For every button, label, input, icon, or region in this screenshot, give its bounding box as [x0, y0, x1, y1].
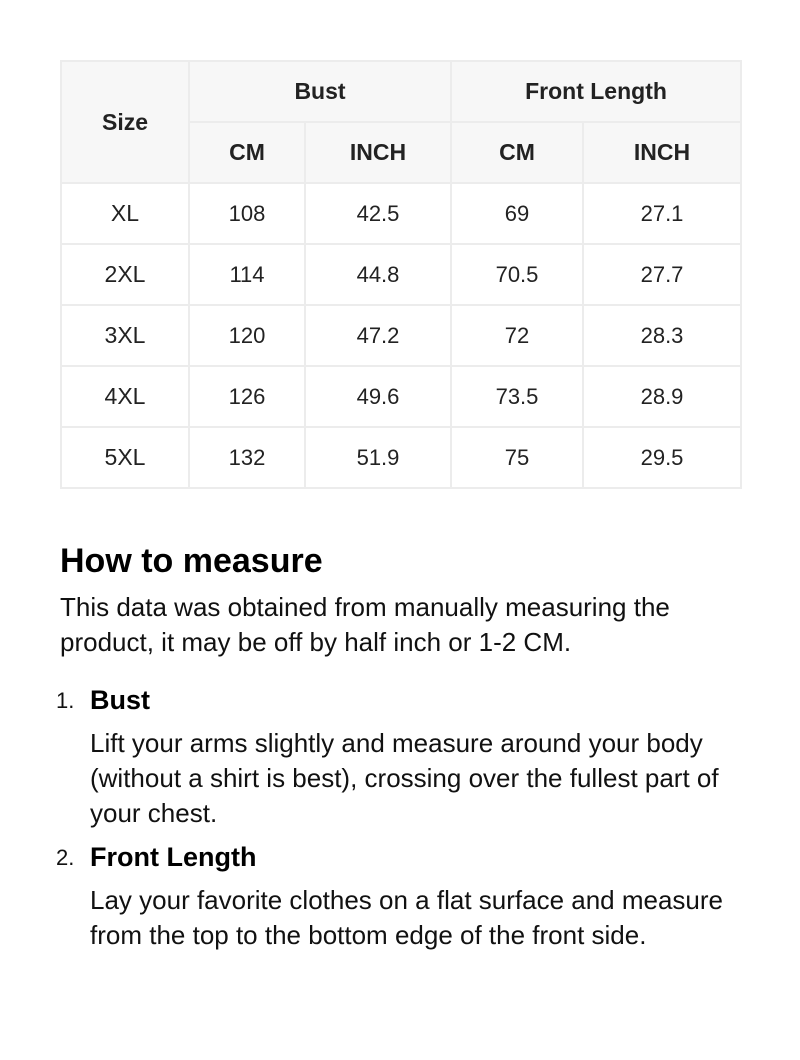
step-number: 2.	[56, 845, 75, 870]
bust-cm-cell: 126	[189, 366, 305, 427]
size-cell: XL	[61, 183, 189, 244]
size-cell: 5XL	[61, 427, 189, 488]
length-cm-cell: 72	[451, 305, 583, 366]
size-cell: 4XL	[61, 366, 189, 427]
guide-title: How to measure	[60, 542, 323, 580]
header-bust: Bust	[189, 61, 451, 122]
size-cell: 3XL	[61, 305, 189, 366]
step-description: Lay your favorite clothes on a flat surface and measure from the top to the bottom edge of the front side.	[90, 885, 724, 950]
size-cell: 2XL	[61, 244, 189, 305]
bust-inch-cell: 49.6	[305, 366, 451, 427]
length-inch-cell: 27.7	[583, 244, 741, 305]
step-description: Lift your arms slightly and measure around your body (without a shirt is best), crossing over the fullest part of your chest.	[90, 728, 719, 828]
guide-intro: This data was obtained from manually measuring the product, it may be off by half inch or 1-2 CM.	[60, 592, 670, 657]
length-inch-cell: 29.5	[583, 427, 741, 488]
header-row-top	[61, 61, 741, 122]
length-cm-cell: 70.5	[451, 244, 583, 305]
list-item	[56, 839, 760, 953]
bust-cm-cell: 108	[189, 183, 305, 244]
table-row	[61, 305, 741, 366]
header-size: Size	[61, 61, 189, 183]
bust-inch-cell: 47.2	[305, 305, 451, 366]
table-row	[61, 244, 741, 305]
measure-guide	[56, 536, 760, 961]
table-body	[61, 183, 741, 488]
length-inch-cell: 28.9	[583, 366, 741, 427]
bust-inch-cell: 51.9	[305, 427, 451, 488]
table-row	[61, 366, 741, 427]
length-inch-cell: 28.3	[583, 305, 741, 366]
list-item	[56, 682, 760, 831]
table-header	[61, 61, 741, 183]
bust-cm-cell: 120	[189, 305, 305, 366]
bust-inch-cell: 42.5	[305, 183, 451, 244]
bust-inch-cell: 44.8	[305, 244, 451, 305]
step-title: Bust	[90, 685, 150, 715]
length-cm-cell: 75	[451, 427, 583, 488]
bust-cm-cell: 114	[189, 244, 305, 305]
length-cm-cell: 73.5	[451, 366, 583, 427]
length-inch-cell: 27.1	[583, 183, 741, 244]
length-cm-cell: 69	[451, 183, 583, 244]
step-number: 1.	[56, 688, 75, 713]
bust-cm-cell: 132	[189, 427, 305, 488]
header-length-inch: INCH	[583, 122, 741, 183]
header-length-cm: CM	[451, 122, 583, 183]
header-bust-inch: INCH	[305, 122, 451, 183]
header-front-length: Front Length	[451, 61, 741, 122]
header-bust-cm: CM	[189, 122, 305, 183]
steps-list	[56, 682, 760, 953]
table-row	[61, 183, 741, 244]
step-title: Front Length	[90, 842, 257, 872]
table-row	[61, 427, 741, 488]
size-chart-table	[60, 60, 742, 489]
